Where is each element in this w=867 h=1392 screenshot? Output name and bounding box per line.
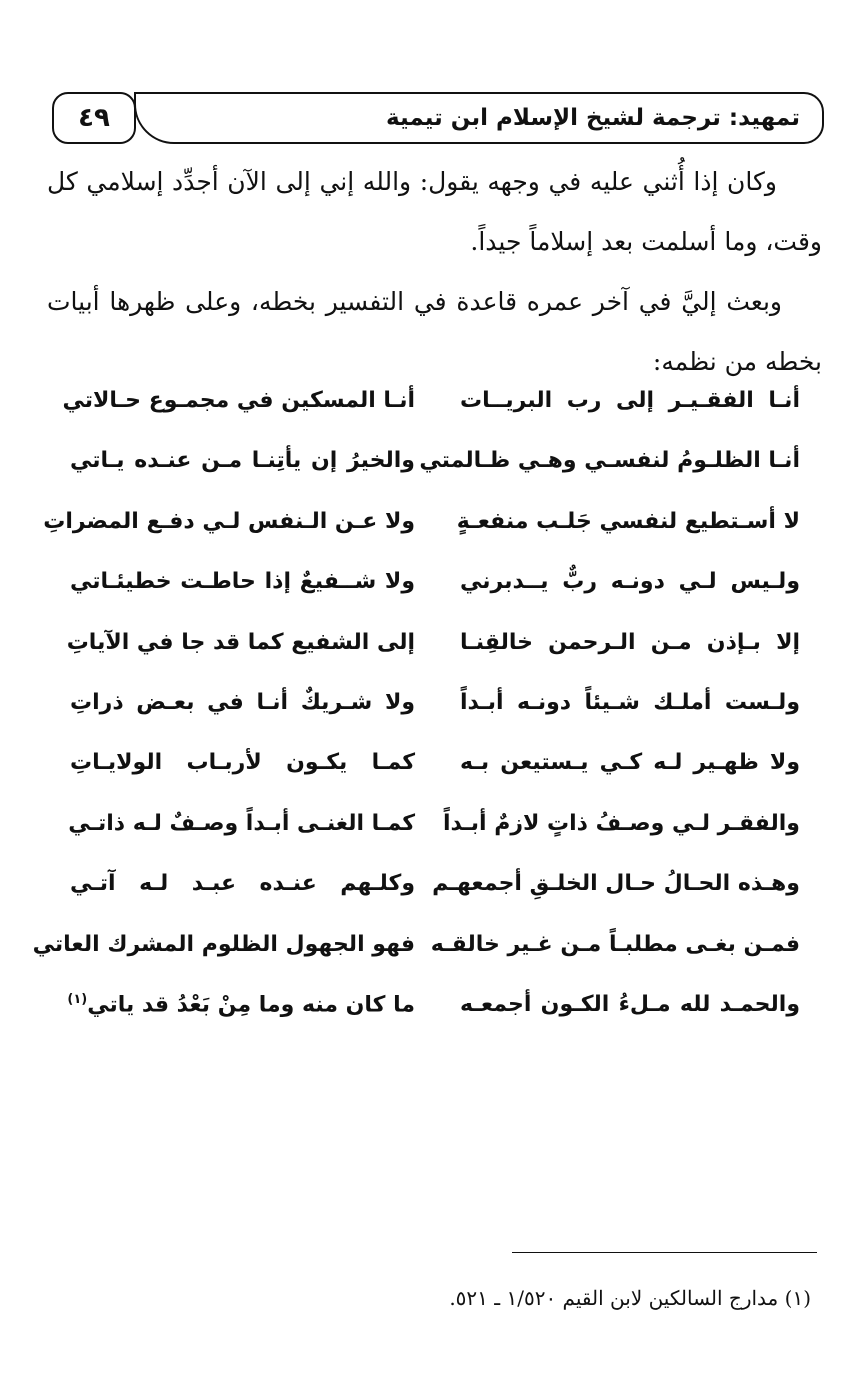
verse-first-hemistich: أنـا الفقـيـر إلى رب البريــات [460,388,800,413]
verse-first-hemistich: والفقـر لـي وصـفُ ذاتٍ لازمٌ أبـداً [442,810,800,836]
running-title: تمهيد: ترجمة لشيخ الإسلام ابن تيمية [134,92,824,144]
verse-first-hemistich: ولا ظهـير لـه كـي يـستيعن بـه [460,750,800,776]
verse-second-hemistich: ولا عـن الـنفس لـي دفـع المضراتِ [43,508,415,534]
verse-10 [32,924,810,984]
verse-1 [60,380,810,440]
verse-first-hemistich: أنـا الظلـومُ لنفسـي وهـي ظـالمتي [419,448,800,474]
paragraph-1: وكان إذا أُثني عليه في وجهه يقول: والله إني إلى الآن أجدِّد إسلامي كل وقت، وما أسلمت بعد إسلاماً جيداً. [47,167,822,256]
verse-second-hemistich: ولا شـريكٌ أنـا في بعـض ذراتِ [70,689,415,715]
running-header [52,92,824,148]
verse-11 [60,984,810,1044]
verse-4 [60,561,810,621]
verse-second-hemistich: والخيرُ إن يأتِنـا مـن عنـده يـاتي [70,448,415,474]
paragraph-2: وبعث إليَّ في آخر عمره قاعدة في التفسير بخطه، وعلى ظهرها أبيات بخطه من نظمه: [47,287,822,376]
verse-first-hemistich: إلا بـإذن مـن الـرحمن خالقِنـا [460,629,800,655]
verse-first-hemistich: لا أسـتطيع لنفسي جَلـب منفعـةٍ [456,508,800,534]
verse-3 [43,501,810,561]
verse-7 [60,742,810,802]
verse-first-hemistich: وهـذه الحـالُ حـال الخلـقِ أجمعهـم [432,871,800,897]
verse-first-hemistich: والحمـد لله مـلءُ الكـون أجمعـه [460,991,800,1017]
verse-second-hemistich: أنـا المسكين في مجمـوع حـالاتي [62,388,415,413]
verse-2 [60,440,810,500]
verse-second-hemistich-text: ما كان منه وما مِنْ بَعْدُ قد ياتي [87,992,415,1018]
verse-9 [60,863,810,923]
verse-second-hemistich: كمـا يكـون لأربـاب الولايـاتِ [70,750,415,776]
footnote-divider [512,1252,817,1253]
verse-second-hemistich: كمـا الغنـى أبـداً وصـفٌ لـه ذاتـي [68,810,415,836]
poem [32,380,810,1044]
footnote-marker: (١) [67,991,88,1007]
verse-first-hemistich: فمـن بغـى مطلبـاً مـن غـير خالقـه [430,931,800,957]
verse-second-hemistich: وكلـهم عنـده عبـد لـه آتـي [70,871,415,897]
verse-5 [60,622,810,682]
verse-8 [60,803,810,863]
verse-second-hemistich: إلى الشفيع كما قد جا في الآياتِ [66,629,415,655]
verse-first-hemistich: ولـيس لـي دونـه ربٌّ يــدبرني [460,569,800,595]
verse-second-hemistich: فهو الجهول الظلوم المشرك العاتي [32,931,415,957]
page-number: ٤٩ [52,92,136,144]
verse-first-hemistich: ولـست أملـك شـيئاً دونـه أبـداً [460,689,800,715]
verse-second-hemistich: ولا شــفيعٌ إذا حاطـت خطيئـاتي [70,569,415,595]
footnote: (١) مدارج السالكين لابن القيم ١/٥٢٠ ـ ٥٢١. [449,1286,811,1310]
verse-second-hemistich [67,991,415,1018]
verse-6 [60,682,810,742]
